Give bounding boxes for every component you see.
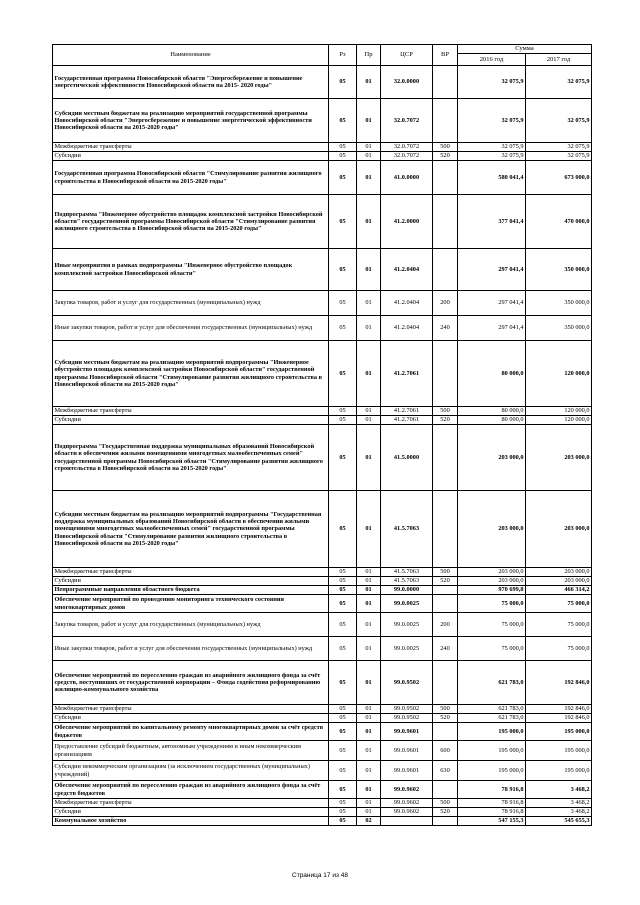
col-header-sum: Сумма (458, 45, 592, 54)
table-row (53, 808, 592, 817)
row-sum-2017: 470 000,0 (526, 195, 592, 249)
row-sum-2017: 350 000,0 (526, 316, 592, 341)
row-pr: 01 (357, 195, 381, 249)
row-sum-2016: 75 000,0 (458, 613, 526, 637)
row-sum-2016: 621 783,0 (458, 661, 526, 705)
row-pr: 01 (357, 705, 381, 714)
row-vr: 500 (433, 568, 458, 577)
row-rz: 05 (329, 568, 357, 577)
row-vr: 500 (433, 705, 458, 714)
row-vr (433, 249, 458, 291)
row-sum-2017: 466 314,2 (526, 586, 592, 595)
row-csr: 41.5.7063 (381, 491, 433, 568)
row-sum-2017: 120 000,0 (526, 341, 592, 407)
row-rz: 05 (329, 723, 357, 741)
row-name: Межбюджетные трансферты (53, 143, 329, 152)
table-row (53, 705, 592, 714)
row-sum-2016: 32 075,9 (458, 152, 526, 161)
row-vr (433, 66, 458, 99)
row-name: Предоставление субсидий бюджетным, автономным учреждениям и иным некоммерческим организациям (53, 741, 329, 761)
table-row (53, 568, 592, 577)
table-row (53, 249, 592, 291)
row-sum-2016: 621 783,0 (458, 705, 526, 714)
row-csr: 41.2.7061 (381, 416, 433, 425)
row-csr: 41.2.0404 (381, 291, 433, 316)
row-vr: 520 (433, 416, 458, 425)
row-sum-2017: 545 655,3 (526, 817, 592, 826)
table-row (53, 661, 592, 705)
row-sum-2016: 32 075,9 (458, 143, 526, 152)
row-vr (433, 425, 458, 491)
row-vr: 500 (433, 799, 458, 808)
row-name: Межбюджетные трансферты (53, 407, 329, 416)
row-rz: 05 (329, 407, 357, 416)
row-name: Обеспечение мероприятий по проведению мониторинга технического состояния многоквартирных домов (53, 595, 329, 613)
row-csr: 41.0.0000 (381, 161, 433, 195)
row-sum-2016: 203 000,0 (458, 577, 526, 586)
row-rz: 05 (329, 613, 357, 637)
table-row (53, 613, 592, 637)
row-rz: 05 (329, 341, 357, 407)
row-rz: 05 (329, 741, 357, 761)
table-row (53, 799, 592, 808)
row-rz: 05 (329, 143, 357, 152)
row-vr: 240 (433, 316, 458, 341)
row-vr (433, 781, 458, 799)
col-header-rz: Рз (329, 45, 357, 66)
row-pr: 01 (357, 799, 381, 808)
row-sum-2017: 195 000,0 (526, 761, 592, 781)
row-vr: 500 (433, 407, 458, 416)
row-pr: 01 (357, 99, 381, 143)
row-vr (433, 195, 458, 249)
row-name: Обеспечение мероприятий по капитальному ремонту многоквартирных домов за счёт средств бюджетов (53, 723, 329, 741)
row-rz: 05 (329, 705, 357, 714)
row-sum-2016: 78 916,8 (458, 808, 526, 817)
row-sum-2017: 195 000,0 (526, 723, 592, 741)
row-pr: 01 (357, 143, 381, 152)
row-name: Субсидии местным бюджетам на реализацию мероприятий подпрограммы "Инженерное обустройство площадок комплексной застройки Новосибирской области" государственной программы Новосибирской области "Стимулирование развития жилищного строительства в Новосибирской области на 2015-2020 годы" (53, 341, 329, 407)
row-rz: 05 (329, 291, 357, 316)
table-row (53, 595, 592, 613)
table-row (53, 66, 592, 99)
row-vr: 240 (433, 637, 458, 661)
row-vr (433, 817, 458, 826)
row-sum-2017: 3 468,2 (526, 799, 592, 808)
row-csr: 32.0.7072 (381, 99, 433, 143)
row-csr: 32.0.7072 (381, 143, 433, 152)
col-header-csr: ЦСР (381, 45, 433, 66)
row-csr: 41.2.0404 (381, 316, 433, 341)
row-csr: 99.0.9602 (381, 781, 433, 799)
row-rz: 05 (329, 577, 357, 586)
row-csr: 32.0.7072 (381, 152, 433, 161)
row-sum-2017: 203 000,0 (526, 577, 592, 586)
col-header-pr: Пр (357, 45, 381, 66)
row-vr: 520 (433, 714, 458, 723)
row-vr: 200 (433, 613, 458, 637)
row-csr: 41.5.0000 (381, 425, 433, 491)
row-pr: 01 (357, 714, 381, 723)
budget-sheet (52, 44, 591, 826)
row-csr: 41.2.7061 (381, 407, 433, 416)
row-sum-2017: 3 468,2 (526, 808, 592, 817)
row-csr: 99.0.0025 (381, 637, 433, 661)
row-pr: 01 (357, 586, 381, 595)
row-sum-2016: 970 699,8 (458, 586, 526, 595)
row-sum-2017: 203 000,0 (526, 491, 592, 568)
row-name: Субсидии (53, 152, 329, 161)
row-sum-2017: 195 000,0 (526, 741, 592, 761)
row-sum-2017: 75 000,0 (526, 637, 592, 661)
row-pr: 01 (357, 66, 381, 99)
row-name: Государственная программа Новосибирской области "Стимулирование развития жилищного строительства в Новосибирской области на 2015-2020 годы" (53, 161, 329, 195)
row-name: Субсидии (53, 577, 329, 586)
row-sum-2017: 350 000,0 (526, 291, 592, 316)
row-csr: 99.0.0000 (381, 586, 433, 595)
row-name: Субсидии (53, 808, 329, 817)
row-pr: 01 (357, 637, 381, 661)
row-pr: 01 (357, 161, 381, 195)
row-csr: 41.2.0000 (381, 195, 433, 249)
table-row (53, 817, 592, 826)
row-rz: 05 (329, 661, 357, 705)
row-sum-2017: 32 075,9 (526, 143, 592, 152)
row-pr: 01 (357, 416, 381, 425)
row-name: Подпрограмма "Государственная поддержка муниципальных образований Новосибирской области в обеспечении жилыми помещениями многодетных малообеспеченных семей" государственной программы Новосибирской области "Стимулирование развития жилищного строительства в Новосибирской области на 2015-2020 годы" (53, 425, 329, 491)
row-sum-2017: 32 075,9 (526, 66, 592, 99)
table-row (53, 637, 592, 661)
row-rz: 05 (329, 808, 357, 817)
table-row (53, 152, 592, 161)
row-pr: 01 (357, 661, 381, 705)
table-row (53, 291, 592, 316)
row-sum-2016: 32 075,9 (458, 66, 526, 99)
row-sum-2017: 3 468,2 (526, 781, 592, 799)
row-vr: 520 (433, 808, 458, 817)
row-pr: 01 (357, 723, 381, 741)
row-name: Иные закупки товаров, работ и услуг для обеспечения государственных (муниципальных) нужд (53, 316, 329, 341)
row-name: Иные закупки товаров, работ и услуг для обеспечения государственных (муниципальных) нужд (53, 637, 329, 661)
row-csr: 41.2.7061 (381, 341, 433, 407)
row-pr: 01 (357, 761, 381, 781)
row-sum-2016: 297 041,4 (458, 316, 526, 341)
row-vr: 600 (433, 741, 458, 761)
table-row (53, 781, 592, 799)
table-row (53, 407, 592, 416)
col-header-vr: ВР (433, 45, 458, 66)
table-row (53, 741, 592, 761)
row-rz: 05 (329, 595, 357, 613)
row-name: Обеспечение мероприятий по переселению граждан из аварийного жилищного фонда за счёт средств бюджетов (53, 781, 329, 799)
row-csr: 99.0.9601 (381, 723, 433, 741)
table-row (53, 491, 592, 568)
row-sum-2017: 192 846,0 (526, 661, 592, 705)
row-sum-2016: 580 041,4 (458, 161, 526, 195)
row-rz: 05 (329, 416, 357, 425)
table-row (53, 161, 592, 195)
row-pr: 01 (357, 425, 381, 491)
col-header-2017: 2017 год (526, 54, 592, 66)
row-name: Непрограммные направления областного бюджета (53, 586, 329, 595)
row-csr: 99.0.9502 (381, 661, 433, 705)
row-csr: 41.5.7063 (381, 568, 433, 577)
row-sum-2017: 350 000,0 (526, 249, 592, 291)
row-pr: 01 (357, 341, 381, 407)
row-vr (433, 586, 458, 595)
row-sum-2017: 120 000,0 (526, 416, 592, 425)
row-csr: 32.0.0000 (381, 66, 433, 99)
row-sum-2016: 195 000,0 (458, 741, 526, 761)
row-rz: 05 (329, 637, 357, 661)
row-pr: 01 (357, 781, 381, 799)
row-pr: 01 (357, 808, 381, 817)
row-rz: 05 (329, 161, 357, 195)
row-vr (433, 661, 458, 705)
row-pr: 01 (357, 568, 381, 577)
row-sum-2016: 297 041,4 (458, 249, 526, 291)
row-vr: 200 (433, 291, 458, 316)
table-row (53, 723, 592, 741)
row-csr (381, 817, 433, 826)
row-sum-2017: 75 000,0 (526, 613, 592, 637)
row-vr: 630 (433, 761, 458, 781)
row-sum-2016: 297 041,4 (458, 291, 526, 316)
row-sum-2016: 80 000,0 (458, 416, 526, 425)
row-sum-2016: 32 075,9 (458, 99, 526, 143)
row-sum-2016: 203 000,0 (458, 568, 526, 577)
row-sum-2016: 621 783,0 (458, 714, 526, 723)
row-pr: 01 (357, 152, 381, 161)
row-pr: 01 (357, 491, 381, 568)
row-name: Межбюджетные трансферты (53, 568, 329, 577)
row-csr: 99.0.9502 (381, 714, 433, 723)
row-pr: 01 (357, 291, 381, 316)
row-sum-2016: 547 155,3 (458, 817, 526, 826)
row-rz: 05 (329, 714, 357, 723)
row-vr (433, 723, 458, 741)
row-name: Закупка товаров, работ и услуг для государственных (муниципальных) нужд (53, 291, 329, 316)
row-sum-2016: 203 000,0 (458, 425, 526, 491)
row-rz: 05 (329, 425, 357, 491)
row-vr: 520 (433, 152, 458, 161)
row-csr: 99.0.9602 (381, 808, 433, 817)
row-csr: 99.0.9502 (381, 705, 433, 714)
row-sum-2016: 80 000,0 (458, 341, 526, 407)
col-header-name: Наименование (53, 45, 329, 66)
row-vr (433, 595, 458, 613)
table-row (53, 341, 592, 407)
row-sum-2016: 377 041,4 (458, 195, 526, 249)
page-footer: Страница 17 из 48 (292, 872, 348, 879)
row-name: Межбюджетные трансферты (53, 799, 329, 808)
row-sum-2017: 75 000,0 (526, 595, 592, 613)
row-sum-2017: 203 000,0 (526, 425, 592, 491)
row-pr: 01 (357, 316, 381, 341)
row-csr: 99.0.0025 (381, 613, 433, 637)
row-sum-2017: 32 075,9 (526, 152, 592, 161)
row-csr: 99.0.9601 (381, 761, 433, 781)
row-rz: 05 (329, 249, 357, 291)
row-rz: 05 (329, 195, 357, 249)
row-pr: 01 (357, 613, 381, 637)
row-rz: 05 (329, 761, 357, 781)
row-name: Субсидии местным бюджетам на реализацию мероприятий государственной программы Новосибирской области "Энергосбережение и повышение энергетической эффективности Новосибирской области на 2015-2020 годы" (53, 99, 329, 143)
row-name: Субсидии (53, 714, 329, 723)
table-row (53, 143, 592, 152)
header-row-1 (53, 45, 592, 54)
row-csr: 99.0.9602 (381, 799, 433, 808)
row-sum-2016: 78 916,8 (458, 799, 526, 808)
row-rz: 05 (329, 66, 357, 99)
row-csr: 41.2.0404 (381, 249, 433, 291)
row-sum-2016: 195 000,0 (458, 761, 526, 781)
row-sum-2016: 75 000,0 (458, 595, 526, 613)
row-vr (433, 99, 458, 143)
table-row (53, 195, 592, 249)
row-rz: 05 (329, 99, 357, 143)
row-vr: 520 (433, 577, 458, 586)
row-pr: 01 (357, 577, 381, 586)
row-csr: 41.5.7063 (381, 577, 433, 586)
row-sum-2017: 32 075,9 (526, 99, 592, 143)
row-rz: 05 (329, 491, 357, 568)
row-vr (433, 491, 458, 568)
table-row (53, 425, 592, 491)
row-pr: 01 (357, 249, 381, 291)
row-name: Субсидии местным бюджетам на реализацию мероприятий подпрограммы "Государственная поддержка муниципальных образований Новосибирской области в обеспечении жилыми помещениями многодетных малообеспеченных семей" государственной программы Новосибирской области "Стимулирование развития жилищного строительства в Новосибирской области на 2015-2020 годы" (53, 491, 329, 568)
row-pr: 01 (357, 595, 381, 613)
row-rz: 05 (329, 817, 357, 826)
table-row (53, 761, 592, 781)
row-rz: 05 (329, 316, 357, 341)
row-sum-2017: 673 000,0 (526, 161, 592, 195)
row-name: Подпрограмма "Инженерное обустройство площадок комплексной застройки Новосибирской области" государственной программы Новосибирской области "Стимулирование развития жилищного строительства в Новосибирской области на 2015-2020 годы" (53, 195, 329, 249)
table-row (53, 714, 592, 723)
row-sum-2016: 75 000,0 (458, 637, 526, 661)
table-row (53, 577, 592, 586)
row-rz: 05 (329, 586, 357, 595)
table-row (53, 586, 592, 595)
row-name: Субсидии некоммерческим организациям (за исключением государственных (муниципальных) учреждений) (53, 761, 329, 781)
row-csr: 99.0.9601 (381, 741, 433, 761)
row-name: Межбюджетные трансферты (53, 705, 329, 714)
col-header-2016: 2016 год (458, 54, 526, 66)
row-name: Субсидии (53, 416, 329, 425)
row-csr: 99.0.0025 (381, 595, 433, 613)
row-pr: 01 (357, 741, 381, 761)
row-sum-2017: 192 846,0 (526, 705, 592, 714)
budget-table (52, 44, 592, 826)
row-name: Иные мероприятия в рамках подпрограммы "Инженерное обустройство площадок комплексной застройки Новосибирской области" (53, 249, 329, 291)
row-name: Обеспечение мероприятий по переселению граждан из аварийного жилищного фонда за счёт средств, поступивших от государственной корпорации – Фонда содействия реформированию жилищно-коммунального хозяйства (53, 661, 329, 705)
row-sum-2017: 192 846,0 (526, 714, 592, 723)
row-vr (433, 341, 458, 407)
row-name: Государственная программа Новосибирской области "Энергосбережение и повышение энергетической эффективности Новосибирской области на 2015- 2020 годы" (53, 66, 329, 99)
row-rz: 05 (329, 152, 357, 161)
row-name: Коммунальное хозяйство (53, 817, 329, 826)
row-sum-2016: 203 000,0 (458, 491, 526, 568)
row-pr: 02 (357, 817, 381, 826)
row-sum-2016: 195 000,0 (458, 723, 526, 741)
table-row (53, 316, 592, 341)
row-vr (433, 161, 458, 195)
row-sum-2017: 120 000,0 (526, 407, 592, 416)
table-row (53, 99, 592, 143)
row-name: Закупка товаров, работ и услуг для государственных (муниципальных) нужд (53, 613, 329, 637)
row-pr: 01 (357, 407, 381, 416)
row-sum-2016: 78 916,8 (458, 781, 526, 799)
row-vr: 500 (433, 143, 458, 152)
row-rz: 05 (329, 781, 357, 799)
row-sum-2016: 80 000,0 (458, 407, 526, 416)
table-row (53, 416, 592, 425)
row-rz: 05 (329, 799, 357, 808)
row-sum-2017: 203 000,0 (526, 568, 592, 577)
